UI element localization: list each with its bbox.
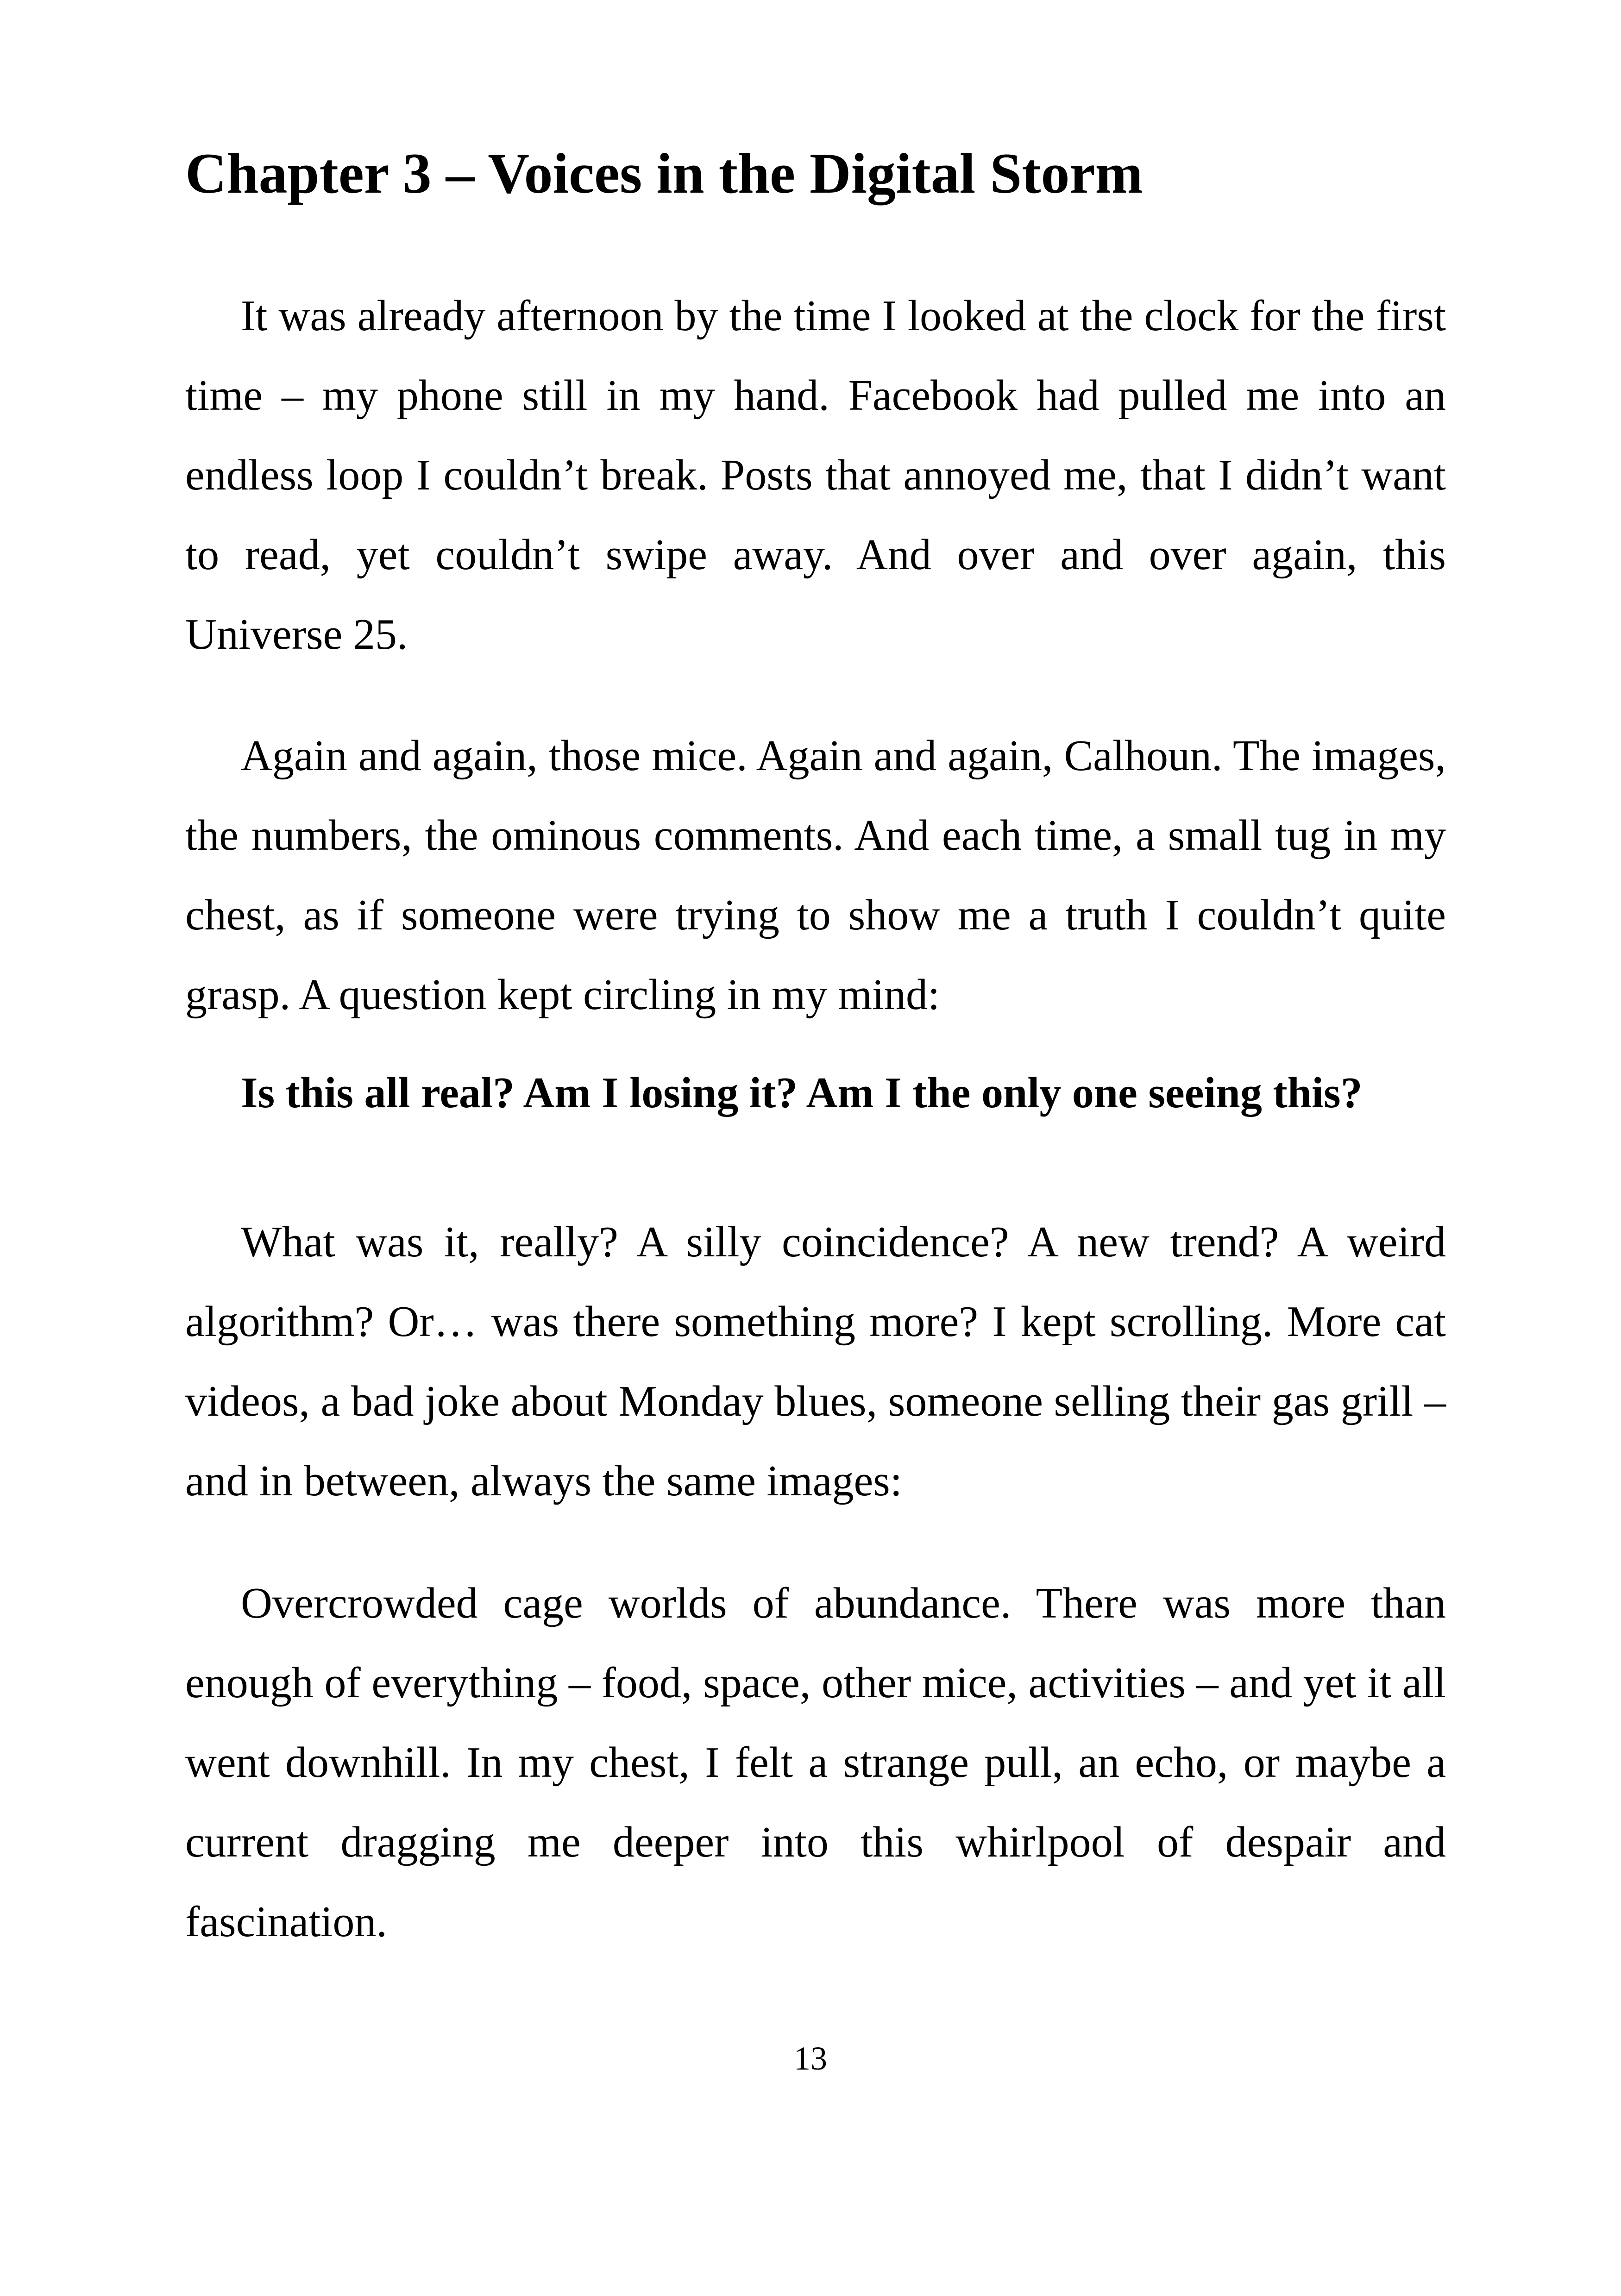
bold-question: Is this all real? Am I losing it? Am I the only one seeing this? xyxy=(241,1069,1363,1117)
paragraph: Again and again, those mice. Again and again, Calhoun. The images, the numbers, the ominous comments. And each time, a small tug in my chest, as if someone were trying to show me a truth I couldn’t quite grasp. A question kept circling in my mind: xyxy=(185,732,1446,1019)
paragraph: Overcrowded cage worlds of abundance. There was more than enough of everything – food, space, other mice, activities – and yet it all went downhill. In my chest, I felt a strange pull, an echo, or maybe a current dragging me deeper into this whirlpool of despair and fascination. xyxy=(185,1579,1446,1946)
chapter-title: Chapter 3 – Voices in the Digital Storm xyxy=(185,142,1143,205)
page-number: 13 xyxy=(794,2040,827,2077)
paragraph: It was already afternoon by the time I looked at the clock for the first time – my phone still in my hand. Facebook had pulled me into an endless loop I couldn’t break. Posts that annoyed me, that I didn’t want to read, yet couldn’t swipe away. And over and over again, this Universe 25. xyxy=(185,292,1446,659)
paragraph: What was it, really? A silly coincidence? A new trend? A weird algorithm? Or… was there something more? I kept scrolling. More cat videos, a bad joke about Monday blues, someone selling their gas grill – and in between, always the same images: xyxy=(185,1218,1446,1505)
